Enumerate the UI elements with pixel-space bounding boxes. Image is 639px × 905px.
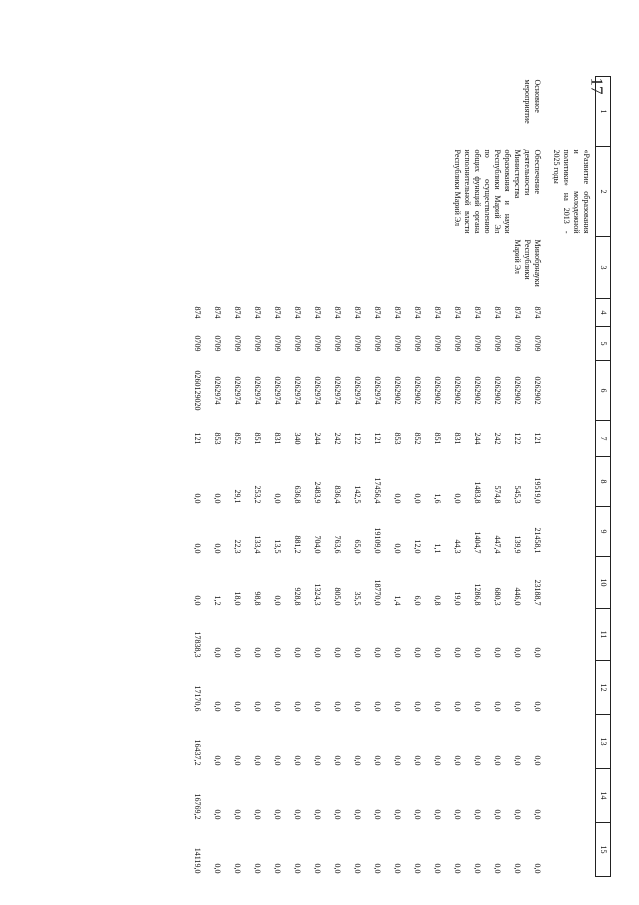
value-cell: 0,0 — [413, 493, 422, 504]
value-cell: 0,0 — [453, 701, 462, 712]
expense-type-code: 851 — [253, 432, 262, 445]
section-code: 0709 — [393, 335, 402, 352]
value-cell: 0,0 — [273, 701, 282, 712]
section-code: 0709 — [433, 335, 442, 352]
value-cell: 0,0 — [233, 701, 242, 712]
value-cell: 0,8 — [433, 595, 442, 606]
value-cell: 0,0 — [433, 701, 442, 712]
section-code: 0709 — [273, 335, 282, 352]
value-cell: 0,0 — [293, 755, 302, 766]
target-article-code: 0262974 — [373, 376, 382, 405]
column-number: 8 — [596, 457, 611, 507]
section-code: 0709 — [233, 335, 242, 352]
value-cell: 0,0 — [213, 647, 222, 658]
value-cell: 0,0 — [373, 647, 382, 658]
value-cell: 0,0 — [473, 647, 482, 658]
value-cell: 0,0 — [393, 755, 402, 766]
section-code: 0709 — [373, 335, 382, 352]
target-article-code: 0262902 — [433, 376, 442, 405]
value-cell: 0,0 — [253, 701, 262, 712]
value-cell: 0,0 — [533, 755, 542, 766]
value-cell: 19109,0 — [373, 527, 382, 554]
column-number: 4 — [596, 299, 611, 327]
value-cell: 0,0 — [513, 809, 522, 820]
value-cell: 1483,8 — [473, 481, 482, 504]
section-code: 0709 — [513, 335, 522, 352]
budget-table — [185, 76, 611, 877]
grbs-code: 874 — [453, 306, 462, 319]
column-number: 11 — [596, 609, 611, 661]
column-number: 13 — [596, 715, 611, 769]
value-cell: 142,5 — [353, 485, 362, 504]
target-article-code: 0262974 — [333, 376, 342, 405]
value-cell: 1404,7 — [473, 531, 482, 554]
value-cell: 0,0 — [373, 809, 382, 820]
target-article-code: 0262974 — [273, 376, 282, 405]
column-number-header-row — [596, 77, 611, 877]
value-cell: 0,0 — [473, 863, 482, 874]
value-cell: 6,0 — [413, 595, 422, 606]
program-title-row — [545, 77, 596, 877]
value-cell: 0,0 — [413, 863, 422, 874]
value-cell: 1324,3 — [313, 583, 322, 606]
value-cell: 1,2 — [213, 595, 222, 606]
section-label: Основное мероприятие — [523, 79, 542, 124]
value-cell: 19,0 — [453, 591, 462, 606]
column-number: 1 — [596, 77, 611, 147]
value-cell: 0,0 — [393, 493, 402, 504]
value-cell: 0,0 — [213, 701, 222, 712]
value-cell: 0,0 — [213, 863, 222, 874]
value-cell: 763,6 — [333, 535, 342, 554]
value-cell: 0,0 — [273, 595, 282, 606]
value-cell: 0,0 — [233, 647, 242, 658]
value-cell: 0,0 — [313, 755, 322, 766]
value-cell: 65,0 — [353, 539, 362, 554]
target-article-code: 0262902 — [413, 376, 422, 405]
page-number: 17 — [587, 77, 607, 95]
section-code: 0709 — [353, 335, 362, 352]
value-cell: 18770,0 — [373, 579, 382, 606]
value-cell: 0,0 — [473, 755, 482, 766]
value-cell: 0,0 — [413, 647, 422, 658]
target-article-code: 0262974 — [293, 376, 302, 405]
value-cell: 1,4 — [393, 595, 402, 606]
value-cell: 0,0 — [293, 701, 302, 712]
grbs-code: 874 — [313, 306, 322, 319]
value-cell: 0,0 — [333, 863, 342, 874]
value-cell: 0,0 — [213, 809, 222, 820]
target-article-code: 0262974 — [253, 376, 262, 405]
column-number: 6 — [596, 361, 611, 421]
value-cell: 0,0 — [533, 809, 542, 820]
expense-type-code: 340 — [293, 432, 302, 445]
section-code: 0709 — [413, 335, 422, 352]
expense-type-code: 122 — [513, 432, 522, 445]
value-cell: 14119,0 — [193, 847, 202, 874]
expense-type-code: 121 — [193, 432, 202, 445]
expense-type-code: 851 — [433, 432, 442, 445]
column-number: 10 — [596, 557, 611, 609]
section-code: 0709 — [253, 335, 262, 352]
value-cell: 0,0 — [353, 863, 362, 874]
value-cell: 0,0 — [233, 809, 242, 820]
value-cell: 0,0 — [273, 493, 282, 504]
value-cell: 0,0 — [313, 863, 322, 874]
value-cell: 18,0 — [233, 591, 242, 606]
program-title: «Развитие образования и молодежной политики» на 2013 - 2025 годы — [552, 149, 591, 234]
value-cell: 0,0 — [453, 863, 462, 874]
value-cell: 0,0 — [293, 863, 302, 874]
value-cell: 0,0 — [393, 863, 402, 874]
value-cell: 0,0 — [453, 647, 462, 658]
value-cell: 0,0 — [393, 701, 402, 712]
expense-type-code: 852 — [233, 432, 242, 445]
section-code: 0709 — [453, 335, 462, 352]
target-article-code: 0262974 — [233, 376, 242, 405]
grbs-code: 874 — [473, 306, 482, 319]
grbs-code: 874 — [233, 306, 242, 319]
value-cell: 0,0 — [293, 647, 302, 658]
target-article-code: 0260129020 — [193, 370, 202, 411]
column-number: 2 — [596, 147, 611, 237]
value-cell: 0,0 — [333, 755, 342, 766]
target-article-code: 0262974 — [213, 376, 222, 405]
value-cell: 0,0 — [433, 755, 442, 766]
value-cell: 0,0 — [413, 755, 422, 766]
value-cell: 0,0 — [333, 701, 342, 712]
grbs-code: 874 — [293, 306, 302, 319]
value-cell: 13,5 — [273, 539, 282, 554]
value-cell: 0,0 — [493, 863, 502, 874]
value-cell: 0,0 — [353, 701, 362, 712]
value-cell: 0,0 — [513, 647, 522, 658]
value-cell: 1,1 — [433, 543, 442, 554]
target-article-code: 0262902 — [533, 376, 542, 405]
value-cell: 29,1 — [233, 489, 242, 504]
value-cell: 0,0 — [533, 863, 542, 874]
grbs-code: 874 — [213, 306, 222, 319]
expense-type-code: 831 — [453, 432, 462, 445]
value-cell: 0,0 — [313, 701, 322, 712]
grbs-code: 874 — [353, 306, 362, 319]
value-cell: 0,0 — [273, 647, 282, 658]
value-cell: 17456,4 — [373, 477, 382, 504]
value-cell: 0,0 — [253, 809, 262, 820]
target-article-code: 0262902 — [393, 376, 402, 405]
value-cell: 253,2 — [253, 485, 262, 504]
value-cell: 0,0 — [213, 755, 222, 766]
value-cell: 21458,1 — [533, 527, 542, 554]
value-cell: 0,0 — [533, 647, 542, 658]
section-code: 0709 — [333, 335, 342, 352]
value-cell: 0,0 — [493, 701, 502, 712]
rotated-table-container — [91, 76, 611, 876]
value-cell: 0,0 — [313, 809, 322, 820]
value-cell: 0,0 — [493, 809, 502, 820]
expense-type-code: 831 — [273, 432, 282, 445]
section-code: 0709 — [313, 335, 322, 352]
value-cell: 0,0 — [393, 543, 402, 554]
value-cell: 0,0 — [513, 863, 522, 874]
value-cell: 0,0 — [493, 755, 502, 766]
grbs-code: 874 — [533, 306, 542, 319]
value-cell: 23188,7 — [533, 579, 542, 606]
column-number: 3 — [596, 237, 611, 299]
expense-type-code: 121 — [533, 432, 542, 445]
value-cell: 447,4 — [493, 535, 502, 554]
value-cell: 636,8 — [293, 485, 302, 504]
grbs-code: 874 — [193, 306, 202, 319]
value-cell: 0,0 — [413, 809, 422, 820]
value-cell: 0,0 — [513, 755, 522, 766]
value-cell: 0,0 — [253, 863, 262, 874]
value-cell: 0,0 — [433, 863, 442, 874]
value-cell: 545,3 — [513, 485, 522, 504]
value-cell: 0,0 — [193, 595, 202, 606]
value-cell: 1286,8 — [473, 583, 482, 606]
target-article-code: 0262902 — [513, 376, 522, 405]
grbs-code: 874 — [273, 306, 282, 319]
target-article-code: 0262902 — [493, 376, 502, 405]
measure-description: Обеспечение деятельности Министерства образования и науки Республики Марий Эл по осуществлению общих функций органа исполнительной власти Республики Марий Эл — [453, 149, 542, 234]
expense-type-code: 242 — [333, 432, 342, 445]
column-number: 15 — [596, 823, 611, 877]
expense-type-code: 122 — [353, 432, 362, 445]
value-cell: 16437,2 — [193, 739, 202, 766]
section-code: 0709 — [213, 335, 222, 352]
section-code: 0709 — [533, 335, 542, 352]
section-code: 0709 — [193, 335, 202, 352]
expense-type-code: 853 — [213, 432, 222, 445]
value-cell: 0,0 — [253, 647, 262, 658]
column-number: 7 — [596, 421, 611, 457]
table-row — [525, 77, 545, 877]
value-cell: 0,0 — [213, 493, 222, 504]
value-cell: 133,4 — [253, 535, 262, 554]
value-cell: 1,6 — [433, 493, 442, 504]
value-cell: 680,3 — [493, 587, 502, 606]
value-cell: 0,0 — [373, 863, 382, 874]
value-cell: 0,0 — [233, 755, 242, 766]
value-cell: 0,0 — [513, 701, 522, 712]
value-cell: 446,0 — [513, 587, 522, 606]
target-article-code: 0262902 — [453, 376, 462, 405]
value-cell: 12,0 — [413, 539, 422, 554]
value-cell: 0,0 — [393, 647, 402, 658]
value-cell: 0,0 — [373, 755, 382, 766]
section-code: 0709 — [493, 335, 502, 352]
value-cell: 0,0 — [413, 701, 422, 712]
value-cell: 0,0 — [193, 493, 202, 504]
grbs-code: 874 — [413, 306, 422, 319]
value-cell: 0,0 — [473, 701, 482, 712]
grbs-code: 874 — [433, 306, 442, 319]
value-cell: 0,0 — [373, 701, 382, 712]
value-cell: 574,8 — [493, 485, 502, 504]
value-cell: 0,0 — [333, 809, 342, 820]
value-cell: 139,9 — [513, 535, 522, 554]
expense-type-code: 244 — [473, 432, 482, 445]
value-cell: 17838,3 — [193, 631, 202, 658]
value-cell: 928,8 — [293, 587, 302, 606]
target-article-code: 0262974 — [353, 376, 362, 405]
value-cell: 881,2 — [293, 535, 302, 554]
value-cell: 0,0 — [533, 701, 542, 712]
value-cell: 2483,9 — [313, 481, 322, 504]
value-cell: 0,0 — [213, 543, 222, 554]
value-cell: 22,3 — [233, 539, 242, 554]
value-cell: 805,0 — [333, 587, 342, 606]
value-cell: 0,0 — [193, 543, 202, 554]
target-article-code: 0262974 — [313, 376, 322, 405]
value-cell: 0,0 — [233, 863, 242, 874]
value-cell: 0,0 — [473, 809, 482, 820]
expense-type-code: 853 — [393, 432, 402, 445]
value-cell: 0,0 — [273, 755, 282, 766]
value-cell: 0,0 — [353, 755, 362, 766]
value-cell: 0,0 — [453, 755, 462, 766]
value-cell: 0,0 — [273, 863, 282, 874]
value-cell: 0,0 — [353, 647, 362, 658]
value-cell: 0,0 — [313, 647, 322, 658]
value-cell: 0,0 — [453, 493, 462, 504]
value-cell: 0,0 — [333, 647, 342, 658]
value-cell: 0,0 — [253, 755, 262, 766]
executor: Минобрнауки Республики Марий Эл — [513, 239, 542, 287]
grbs-code: 874 — [253, 306, 262, 319]
column-number: 9 — [596, 507, 611, 557]
expense-type-code: 242 — [493, 432, 502, 445]
value-cell: 17170,6 — [193, 685, 202, 712]
grbs-code: 874 — [393, 306, 402, 319]
column-number: 5 — [596, 327, 611, 361]
grbs-code: 874 — [493, 306, 502, 319]
grbs-code: 874 — [513, 306, 522, 319]
value-cell: 0,0 — [493, 647, 502, 658]
expense-type-code: 852 — [413, 432, 422, 445]
value-cell: 0,0 — [353, 809, 362, 820]
value-cell: 0,0 — [393, 809, 402, 820]
grbs-code: 874 — [373, 306, 382, 319]
section-code: 0709 — [473, 335, 482, 352]
value-cell: 98,8 — [253, 591, 262, 606]
value-cell: 44,3 — [453, 539, 462, 554]
value-cell: 16769,2 — [193, 793, 202, 820]
column-number: 14 — [596, 769, 611, 823]
value-cell: 0,0 — [453, 809, 462, 820]
value-cell: 704,0 — [313, 535, 322, 554]
value-cell: 19519,0 — [533, 477, 542, 504]
value-cell: 0,0 — [273, 809, 282, 820]
value-cell: 0,0 — [293, 809, 302, 820]
value-cell: 836,4 — [333, 485, 342, 504]
value-cell: 0,0 — [433, 809, 442, 820]
section-code: 0709 — [293, 335, 302, 352]
value-cell: 0,0 — [433, 647, 442, 658]
grbs-code: 874 — [333, 306, 342, 319]
value-cell: 35,5 — [353, 591, 362, 606]
expense-type-code: 244 — [313, 432, 322, 445]
target-article-code: 0262902 — [473, 376, 482, 405]
column-number: 12 — [596, 661, 611, 715]
expense-type-code: 121 — [373, 432, 382, 445]
